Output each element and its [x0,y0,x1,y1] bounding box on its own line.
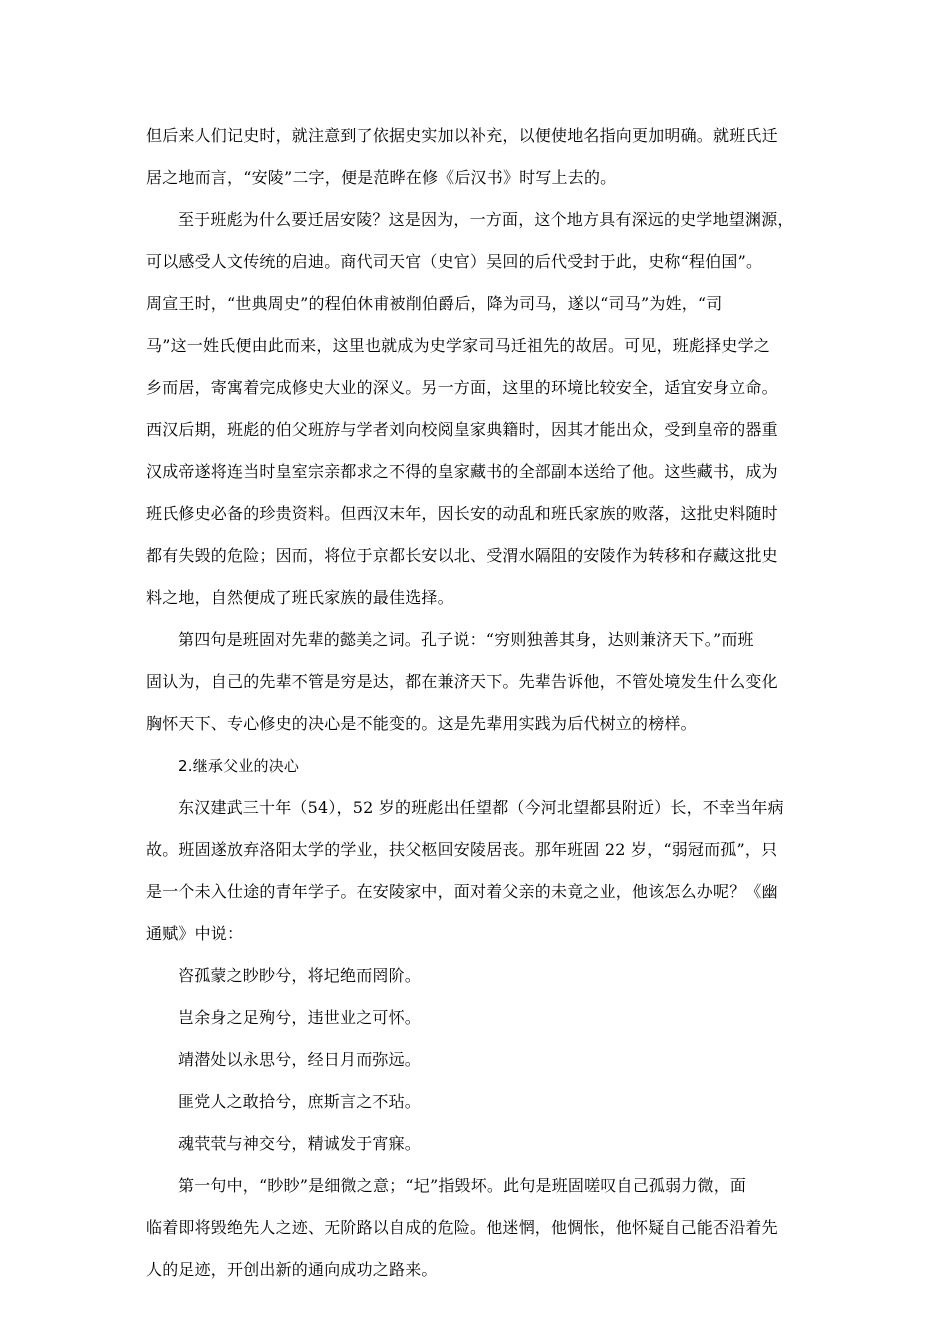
text-line: 故。班固遂放弃洛阳太学的学业，扶父柩回安陵居丧。那年班固 22 岁，“弱冠而孤”，只 [146,840,778,859]
text-line: 通赋》中说： [146,924,244,943]
text-line: 胸怀天下、专心修史的决心是不能变的。这是先辈用实践为后代树立的榜样。 [146,714,697,733]
text-line: 料之地，自然便成了班氏家族的最佳选择。 [146,588,454,607]
paragraph-start: 第一句中，“眇眇”是细微之意；“圮”指毁坏。此句是班固嗟叹自己孤弱力微，面 [178,1176,747,1195]
text-line: 汉成帝遂将连当时皇室宗亲都求之不得的皇家藏书的全部副本送给了他。这些藏书，成为 [146,462,778,481]
text-line: 都有失毁的危险；因而，将位于京都长安以北、受渭水隔阻的安陵作为转移和存藏这批史 [146,546,778,565]
verse-line: 魂茕茕与神交兮，精诚发于宵寐。 [178,1134,422,1153]
verse-line: 咨孤蒙之眇眇兮，将圮绝而罔阶。 [178,966,422,985]
text-line: 乡而居，寄寓着完成修史大业的深义。另一方面，这里的环境比较安全，适宜安身立命。 [146,378,778,397]
paragraph-start: 东汉建武三十年（54），52 岁的班彪出任望都（今河北望都县附近）长，不幸当年病 [178,798,784,817]
text-line: 固认为，自己的先辈不管是穷是达，都在兼济天下。先辈告诉他，不管处境发生什么变化 [146,672,778,691]
text-line: 西汉后期，班彪的伯父班斿与学者刘向校阅皇家典籍时，因其才能出众，受到皇帝的器重 [146,420,778,439]
text-line: 居之地而言，“安陵”二字，便是范晔在修《后汉书》时写上去的。 [146,168,617,187]
section-heading: 2.继承父业的决心 [178,757,300,775]
paragraph-start: 第四句是班固对先辈的懿美之词。孔子说：“穷则独善其身，达则兼济天下。”而班 [178,630,754,649]
verse-line: 匪党人之敢拾兮，庶斯言之不玷。 [178,1092,422,1111]
text-line: 马”这一姓氏便由此而来，这里也就成为史学家司马迁祖先的故居。可见，班彪择史学之 [146,336,770,355]
verse-line: 靖潜处以永思兮，经日月而弥远。 [178,1050,422,1069]
text-line: 人的足迹，开创出新的通向成功之路来。 [146,1260,438,1279]
text-line: 可以感受人文传统的启迪。商代司天官（史官）吴回的后代受封于此，史称“程伯国”。 [146,252,763,271]
text-line: 临着即将毁绝先人之迹、无阶路以自成的危险。他迷惘，他惆怅，他怀疑自己能否沿着先 [146,1218,778,1237]
paragraph-start: 至于班彪为什么要迁居安陵？这是因为，一方面，这个地方具有深远的史学地望渊源， [178,210,794,229]
text-line: 周宣王时，“世典周史”的程伯休甫被削伯爵后，降为司马，遂以“司马”为姓，“司 [146,294,723,313]
text-line: 是一个未入仕途的青年学子。在安陵家中，面对着父亲的未竟之业，他该怎么办呢？《幽 [146,882,778,901]
text-line: 但后来人们记史时，就注意到了依据史实加以补充，以便使地名指向更加明确。就班氏迁 [146,126,778,145]
text-line: 班氏修史必备的珍贵资料。但西汉末年，因长安的动乱和班氏家族的败落，这批史料随时 [146,504,778,523]
verse-line: 岂余身之足殉兮，违世业之可怀。 [178,1008,422,1027]
